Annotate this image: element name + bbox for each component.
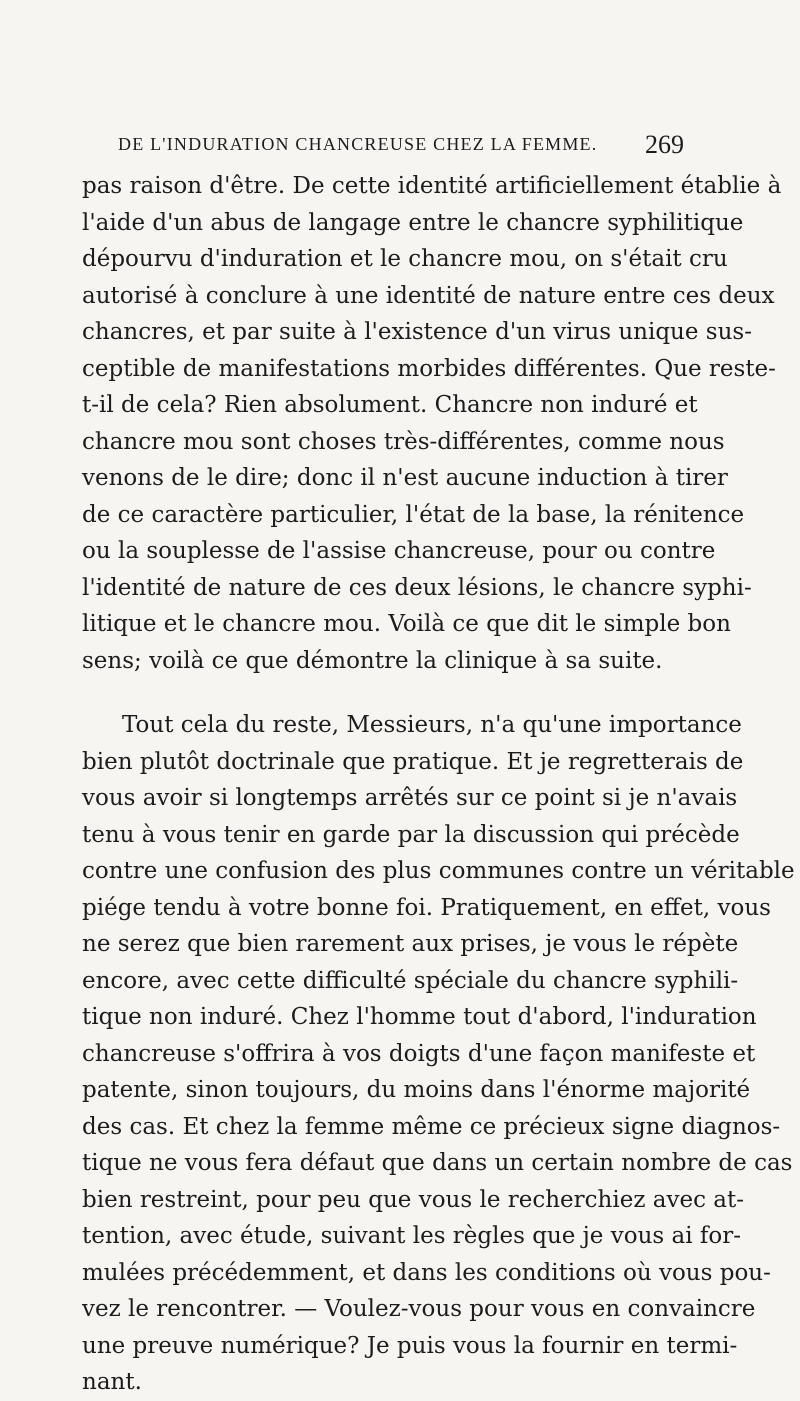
paragraph-1 [82, 168, 782, 679]
text-line: tique non induré. Chez l'homme tout d'abord, l'induration [82, 1004, 757, 1030]
text-line: t-il de cela? Rien absolument. Chancre non induré et [82, 392, 698, 418]
page-number: 269 [645, 130, 684, 159]
paragraph-gap [82, 679, 682, 707]
text-line: dépourvu d'induration et le chancre mou, on s'était cru [82, 246, 728, 272]
text-line: chancres, et par suite à l'existence d'un virus unique sus- [82, 319, 752, 345]
text-line: mulées précédemment, et dans les conditions où vous pou- [82, 1259, 771, 1286]
text-line: l'identité de nature de ces deux lésions, le chancre syphi- [82, 574, 752, 601]
text-line: de ce caractère particulier, l'état de la base, la rénitence [82, 501, 745, 528]
running-title: DE L'INDURATION CHANCREUSE CHEZ LA FEMME. [118, 134, 598, 154]
text-line: encore, avec cette difficulté spéciale du chancre syphili- [82, 967, 739, 994]
text-line: tenu à vous tenir en garde par la discussion qui précède [82, 821, 740, 848]
text-line: ceptible de manifestations morbides différentes. Que reste- [82, 355, 776, 382]
text-line: pas raison d'être. De cette identité artificiellement établie à [82, 173, 782, 199]
text-line: bien plutôt doctrinale que pratique. Et je regretterais de [82, 748, 744, 775]
text-line: vous avoir si longtemps arrêtés sur ce point si je n'avais [82, 785, 738, 811]
text-line: ne serez que bien rarement aux prises, je vous le répète [82, 931, 739, 957]
text-line: litique et le chancre mou. Voilà ce que dit le simple bon [82, 611, 731, 637]
text-line: bien restreint, pour peu que vous le recherchiez avec at- [82, 1186, 744, 1213]
text-line: tention, avec étude, suivant les règles que je vous ai for- [82, 1223, 742, 1249]
text-line: des cas. Et chez la femme même ce précieux signe diagnos- [82, 1113, 781, 1140]
text-line: autorisé à conclure à une identité de nature entre ces deux [82, 282, 775, 309]
text-line: sens; voilà ce que démontre la clinique à sa suite. [82, 647, 663, 674]
text-line: l'aide d'un abus de langage entre le chancre syphilitique [82, 209, 744, 236]
text-line: piége tendu à votre bonne foi. Pratiquement, en effet, vous [82, 894, 771, 921]
text-line: vez le rencontrer. — Voulez-vous pour vous en convaincre [82, 1296, 756, 1322]
text-line: venons de le dire; donc il n'est aucune induction à tirer [82, 465, 728, 491]
text-line: chancreuse s'offrira à vos doigts d'une façon manifeste et [82, 1040, 756, 1067]
body-text [82, 168, 795, 1401]
text-line: contre une confusion des plus communes contre un véritable [82, 858, 795, 884]
text-line: nant. [82, 1369, 142, 1395]
text-line: Tout cela du reste, Messieurs, n'a qu'une importance [122, 712, 742, 738]
text-line: tique ne vous fera défaut que dans un certain nombre de cas [82, 1150, 793, 1176]
page-header [118, 130, 684, 166]
text-line: une preuve numérique? Je puis vous la fournir en termi- [82, 1332, 738, 1359]
paragraph-2 [82, 707, 795, 1401]
text-line: chancre mou sont choses très-différentes, comme nous [82, 428, 725, 455]
text-line: ou la souplesse de l'assise chancreuse, pour ou contre [82, 538, 716, 564]
text-line: patente, sinon toujours, du moins dans l'énorme majorité [82, 1077, 751, 1103]
